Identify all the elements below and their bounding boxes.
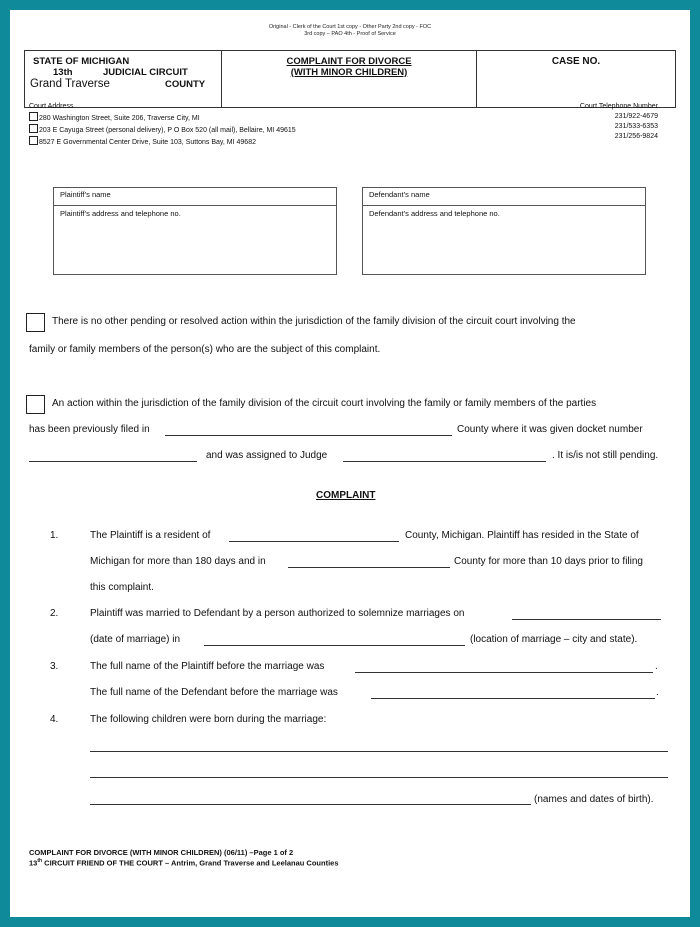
prior-action-text-1: An action within the jurisdiction of the family division of the circuit court involving the family or family members of the parties	[52, 398, 597, 409]
children-line-3[interactable]	[90, 804, 531, 805]
case-no-label: CASE NO.	[551, 56, 601, 67]
county-filed-field[interactable]	[165, 435, 452, 436]
prior-action-text-2a: has been previously filed in	[29, 424, 150, 435]
item-3-period-b: .	[656, 687, 659, 698]
header-box	[24, 50, 676, 108]
form-title-line-1: COMPLAINT FOR DIVORCE	[286, 56, 412, 67]
plaintiff-box[interactable]	[53, 187, 337, 275]
docket-number-field[interactable]	[29, 461, 197, 462]
item-4-text: The following children were born during the marriage:	[90, 714, 327, 725]
prior-action-text-2b: County where it was given docket number	[457, 424, 643, 435]
item-2-text-a: Plaintiff was married to Defendant by a person authorized to solemnize marriages on	[90, 608, 465, 619]
county-value[interactable]: Grand Traverse	[30, 78, 110, 90]
item-1-number: 1.	[50, 530, 59, 541]
phone-1: 231/922-4679	[614, 113, 658, 120]
item-4-trailer: (names and dates of birth).	[534, 794, 654, 805]
item-2-text-b: (date of marriage) in	[90, 634, 181, 645]
ten-day-county-field[interactable]	[288, 567, 450, 568]
distribution-line-2: 3rd copy – PAO 4th - Proof of Service	[304, 31, 396, 37]
children-line-1[interactable]	[90, 751, 668, 752]
prior-action-checkbox[interactable]	[26, 395, 45, 414]
footer-form-id: COMPLAINT FOR DIVORCE (WITH MINOR CHILDREN) (06/11) –Page 1 of 2	[29, 848, 294, 857]
item-1-text-c: Michigan for more than 180 days and in	[90, 556, 266, 567]
phone-2: 231/533-6353	[614, 123, 658, 130]
court-cell	[25, 51, 222, 107]
defendant-box[interactable]	[362, 187, 646, 275]
defendant-prior-name-field[interactable]	[371, 698, 655, 699]
complaint-heading: COMPLAINT	[316, 490, 376, 501]
distribution-line-1: Original - Clerk of the Court 1st copy - Other Party 2nd copy - FOC	[268, 24, 432, 30]
form-page	[10, 10, 690, 917]
no-pending-action-checkbox[interactable]	[26, 313, 45, 332]
court-address-label: Court Address	[29, 103, 74, 110]
judicial-circuit-label: JUDICIAL CIRCUIT	[103, 67, 188, 78]
checkbox-icon[interactable]	[29, 124, 38, 133]
item-4-number: 4.	[50, 714, 59, 725]
item-1-text-b: County, Michigan. Plaintiff has resided in the State of	[405, 530, 639, 541]
item-1-text-d: County for more than 10 days prior to filing	[454, 556, 643, 567]
marriage-date-field[interactable]	[512, 619, 661, 620]
checkbox-icon[interactable]	[29, 136, 38, 145]
address-option-3[interactable]: 8527 E Governmental Center Drive, Suite 103, Suttons Bay, MI 49682	[29, 136, 296, 148]
phone-3: 231/256-9824	[614, 133, 658, 140]
circuit-number: 13th	[53, 67, 73, 78]
prior-action-text-3a: and was assigned to Judge	[206, 450, 328, 461]
residence-county-field[interactable]	[229, 541, 399, 542]
defendant-address-label: Defendant’s address and telephone no.	[369, 209, 500, 218]
no-pending-text-1: There is no other pending or resolved action within the jurisdiction of the family division of the circuit court involving the	[52, 316, 576, 327]
item-3-number: 3.	[50, 661, 59, 672]
court-phone-block	[580, 102, 658, 142]
item-2-number: 2.	[50, 608, 59, 619]
address-option-1[interactable]: 280 Washington Street, Suite 206, Traverse City, MI	[29, 112, 296, 124]
checkbox-icon[interactable]	[29, 112, 38, 121]
address-option-2[interactable]: 203 E Cayuga Street (personal delivery), P O Box 520 (all mail), Bellaire, MI 49615	[29, 124, 296, 136]
item-1-text-e: this complaint.	[90, 582, 154, 593]
prior-action-text-3b: . It is/is not still pending.	[552, 450, 659, 461]
item-3-period-a: .	[655, 661, 658, 672]
children-line-2[interactable]	[90, 777, 668, 778]
defendant-name-label: Defendant’s name	[363, 188, 645, 206]
plaintiff-name-label: Plaintiff’s name	[54, 188, 336, 206]
item-1-text-a: The Plaintiff is a resident of	[90, 530, 211, 541]
item-3-text-b: The full name of the Defendant before the marriage was	[90, 687, 338, 698]
item-2-text-c: (location of marriage – city and state).	[470, 634, 638, 645]
plaintiff-address-label: Plaintiff’s address and telephone no.	[60, 209, 181, 218]
court-address-block	[29, 102, 296, 148]
title-cell	[222, 51, 477, 107]
footer-office: 13th CIRCUIT FRIEND OF THE COURT – Antrim, Grand Traverse and Leelanau Counties	[29, 858, 339, 868]
no-pending-text-2: family or family members of the person(s) who are the subject of this complaint.	[29, 344, 381, 355]
marriage-location-field[interactable]	[204, 645, 465, 646]
plaintiff-maiden-name-field[interactable]	[355, 672, 653, 673]
state-label: STATE OF MICHIGAN	[33, 56, 130, 67]
judge-field[interactable]	[343, 461, 546, 462]
item-3-text-a: The full name of the Plaintiff before the marriage was	[90, 661, 325, 672]
case-no-cell[interactable]	[477, 51, 675, 107]
form-title-line-2: (WITH MINOR CHILDREN)	[290, 67, 408, 78]
county-label: COUNTY	[165, 79, 206, 90]
phone-label: Court Telephone Number	[579, 103, 658, 110]
